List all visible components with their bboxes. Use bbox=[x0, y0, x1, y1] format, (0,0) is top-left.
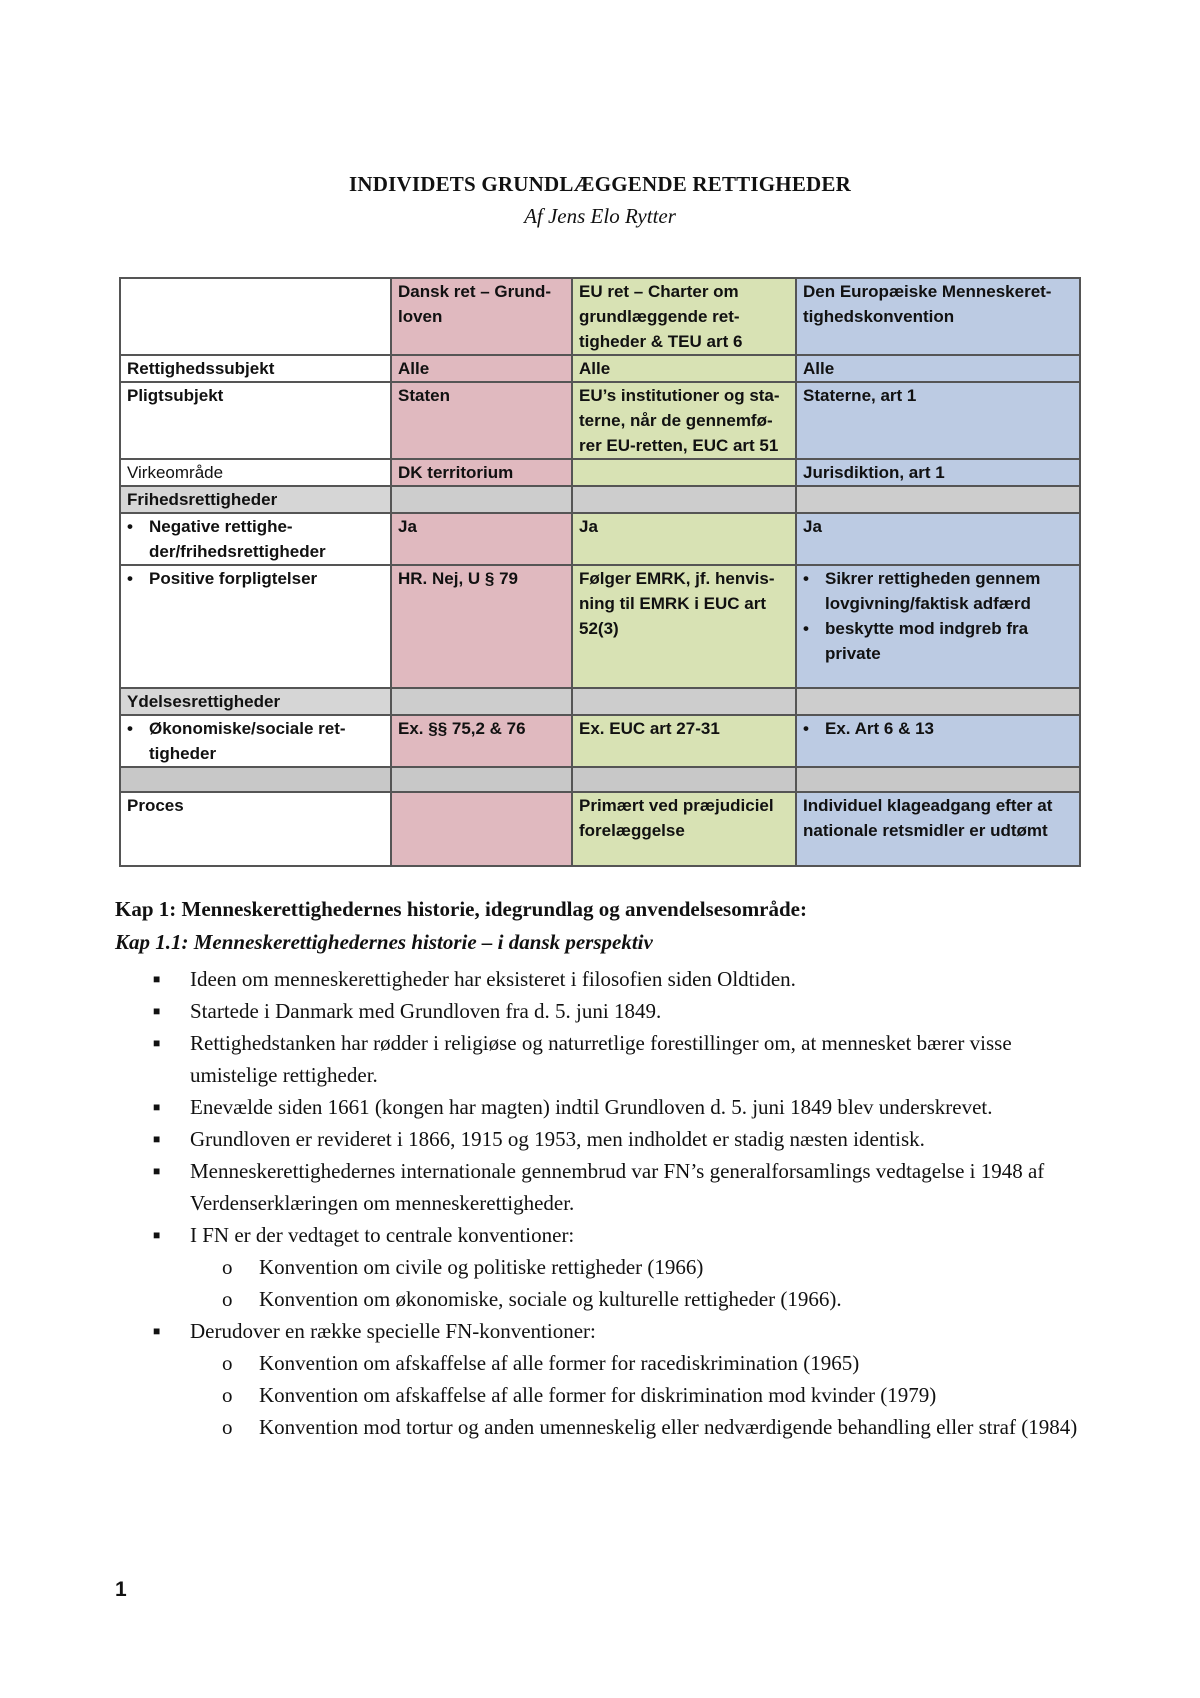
cell-dk: DK territorium bbox=[391, 459, 572, 486]
table-row bbox=[120, 715, 1080, 767]
cell-dk: HR. Nej, U § 79 bbox=[391, 565, 572, 688]
document-author: Af Jens Elo Rytter bbox=[524, 204, 676, 228]
bullet-icon: • bbox=[803, 719, 809, 738]
list-item: ■ I FN er der vedtaget to centrale konventioner: bbox=[150, 1219, 1100, 1251]
section-row-benefits bbox=[120, 688, 1080, 715]
table-header-row bbox=[120, 278, 1080, 355]
sub-list-item: o Konvention om afskaffelse af alle former for diskrimination mod kvinder (1979) bbox=[150, 1379, 1100, 1411]
bullet-icon: • bbox=[127, 517, 133, 536]
sub-list-item: o Konvention om afskaffelse af alle former for racediskrimination (1965) bbox=[150, 1347, 1100, 1379]
row-label: • Økonomiske/sociale ret-tigheder bbox=[120, 715, 391, 767]
section-label: Frihedsrettigheder bbox=[120, 486, 391, 513]
empty-cell bbox=[120, 767, 391, 792]
table-row bbox=[120, 792, 1080, 866]
cell-echr bbox=[796, 688, 1080, 715]
bullet-icon: • bbox=[803, 569, 809, 588]
cell-dk: Ex. §§ 75,2 & 76 bbox=[391, 715, 572, 767]
cell-dk bbox=[391, 688, 572, 715]
cell-echr: Jurisdiktion, art 1 bbox=[796, 459, 1080, 486]
cell-dk: Ja bbox=[391, 513, 572, 565]
square-bullet-icon: ■ bbox=[153, 1164, 161, 1178]
list-item: ■ Startede i Danmark med Grundloven fra d. 5. juni 1849. bbox=[150, 995, 1100, 1027]
list-item: ■ Enevælde siden 1661 (kongen har magten) indtil Grundloven d. 5. juni 1849 blev underskrevet. bbox=[150, 1091, 1100, 1123]
sub-list-container bbox=[150, 1347, 1100, 1443]
section-row-freedom bbox=[120, 486, 1080, 513]
chapter-heading: Kap 1: Menneskerettighedernes historie, idegrundlag og anvendelsesområde: bbox=[115, 897, 807, 921]
circle-bullet-icon: o bbox=[222, 1287, 233, 1311]
square-bullet-icon: ■ bbox=[153, 1004, 161, 1018]
sub-list-item: o Konvention om civile og politiske rettigheder (1966) bbox=[150, 1251, 1100, 1283]
cell-echr bbox=[796, 486, 1080, 513]
cell-eu: Alle bbox=[572, 355, 796, 382]
header-danish-law: Dansk ret – Grund-loven bbox=[391, 278, 572, 355]
list-item: ■ Menneskerettighedernes internationale gennembrud var FN’s generalforsamlings vedtagelse i 1948 af Verdenserklæringen om menneskerettigheder. bbox=[150, 1155, 1100, 1219]
square-bullet-icon: ■ bbox=[153, 1036, 161, 1050]
bullet-icon: • bbox=[127, 719, 133, 738]
row-label: • Negative rettighe-der/frihedsrettigheder bbox=[120, 513, 391, 565]
circle-bullet-icon: o bbox=[222, 1383, 233, 1407]
empty-cell bbox=[391, 767, 572, 792]
page-number: 1 bbox=[115, 1578, 127, 1601]
cell-echr: • Ex. Art 6 & 13 bbox=[796, 715, 1080, 767]
row-label: Virkeområde bbox=[120, 459, 391, 486]
cell-eu: Ja bbox=[572, 513, 796, 565]
bullet-icon: • bbox=[803, 619, 809, 638]
empty-cell bbox=[572, 767, 796, 792]
row-label: Proces bbox=[120, 792, 391, 866]
chapter-subheading: Kap 1.1: Menneskerettighedernes historie – i dansk perspektiv bbox=[115, 930, 653, 954]
cell-echr: Ja bbox=[796, 513, 1080, 565]
table-row bbox=[120, 382, 1080, 459]
cell-eu bbox=[572, 486, 796, 513]
table-corner-cell bbox=[120, 278, 391, 355]
cell-eu: EU’s institutioner og sta-terne, når de gennemfø-rer EU-retten, EUC art 51 bbox=[572, 382, 796, 459]
empty-cell bbox=[796, 767, 1080, 792]
header-eu-law: EU ret – Charter om grundlæggende ret-tigheder & TEU art 6 bbox=[572, 278, 796, 355]
circle-bullet-icon: o bbox=[222, 1415, 233, 1439]
bullet-icon: • bbox=[127, 569, 133, 588]
rights-comparison-table bbox=[119, 277, 1081, 867]
cell-eu bbox=[572, 688, 796, 715]
history-bullet-list bbox=[150, 963, 1100, 1443]
square-bullet-icon: ■ bbox=[153, 1228, 161, 1242]
row-label: Pligtsubjekt bbox=[120, 382, 391, 459]
square-bullet-icon: ■ bbox=[153, 1132, 161, 1146]
cell-dk: Staten bbox=[391, 382, 572, 459]
circle-bullet-icon: o bbox=[222, 1351, 233, 1375]
table-row bbox=[120, 565, 1080, 688]
table-row bbox=[120, 459, 1080, 486]
cell-eu: Følger EMRK, jf. henvis-ning til EMRK i EUC art 52(3) bbox=[572, 565, 796, 688]
un-conventions-list bbox=[150, 1251, 1100, 1315]
document-title: INDIVIDETS GRUNDLÆGGENDE RETTIGHEDER bbox=[349, 172, 851, 196]
list-item: ■ Derudover en række specielle FN-konventioner: bbox=[150, 1315, 1100, 1347]
table-row bbox=[120, 513, 1080, 565]
list-item: ■ Ideen om menneskerettigheder har eksisteret i filosofien siden Oldtiden. bbox=[150, 963, 1100, 995]
square-bullet-icon: ■ bbox=[153, 972, 161, 986]
list-item: ■ Grundloven er revideret i 1866, 1915 og 1953, men indholdet er stadig næsten identisk. bbox=[150, 1123, 1100, 1155]
cell-echr: • Sikrer rettigheden gennem lovgivning/faktisk adfærd • beskytte mod indgreb fra private bbox=[796, 565, 1080, 688]
circle-bullet-icon: o bbox=[222, 1255, 233, 1279]
row-label: Rettighedssubjekt bbox=[120, 355, 391, 382]
cell-echr: Staterne, art 1 bbox=[796, 382, 1080, 459]
sub-list-container bbox=[150, 1251, 1100, 1315]
section-label: Ydelsesrettigheder bbox=[120, 688, 391, 715]
header-echr: Den Europæiske Menneskeret-tighedskonvention bbox=[796, 278, 1080, 355]
special-conventions-list bbox=[150, 1347, 1100, 1443]
cell-eu: Primært ved præjudiciel forelæggelse bbox=[572, 792, 796, 866]
cell-echr: Alle bbox=[796, 355, 1080, 382]
table-row bbox=[120, 355, 1080, 382]
square-bullet-icon: ■ bbox=[153, 1100, 161, 1114]
cell-eu: Ex. EUC art 27-31 bbox=[572, 715, 796, 767]
cell-eu bbox=[572, 459, 796, 486]
cell-dk: Alle bbox=[391, 355, 572, 382]
empty-separator-row bbox=[120, 767, 1080, 792]
cell-dk bbox=[391, 486, 572, 513]
list-item: ■ Rettighedstanken har rødder i religiøse og naturretlige forestillinger om, at mennesket bærer visse umistelige rettigheder. bbox=[150, 1027, 1100, 1091]
square-bullet-icon: ■ bbox=[153, 1324, 161, 1338]
cell-dk bbox=[391, 792, 572, 866]
row-label: • Positive forpligtelser bbox=[120, 565, 391, 688]
sub-list-item: o Konvention om økonomiske, sociale og kulturelle rettigheder (1966). bbox=[150, 1283, 1100, 1315]
cell-echr: Individuel klageadgang efter at nationale retsmidler er udtømt bbox=[796, 792, 1080, 866]
sub-list-item: o Konvention mod tortur og anden umenneskelig eller nedværdigende behandling eller straf (1984) bbox=[150, 1411, 1100, 1443]
